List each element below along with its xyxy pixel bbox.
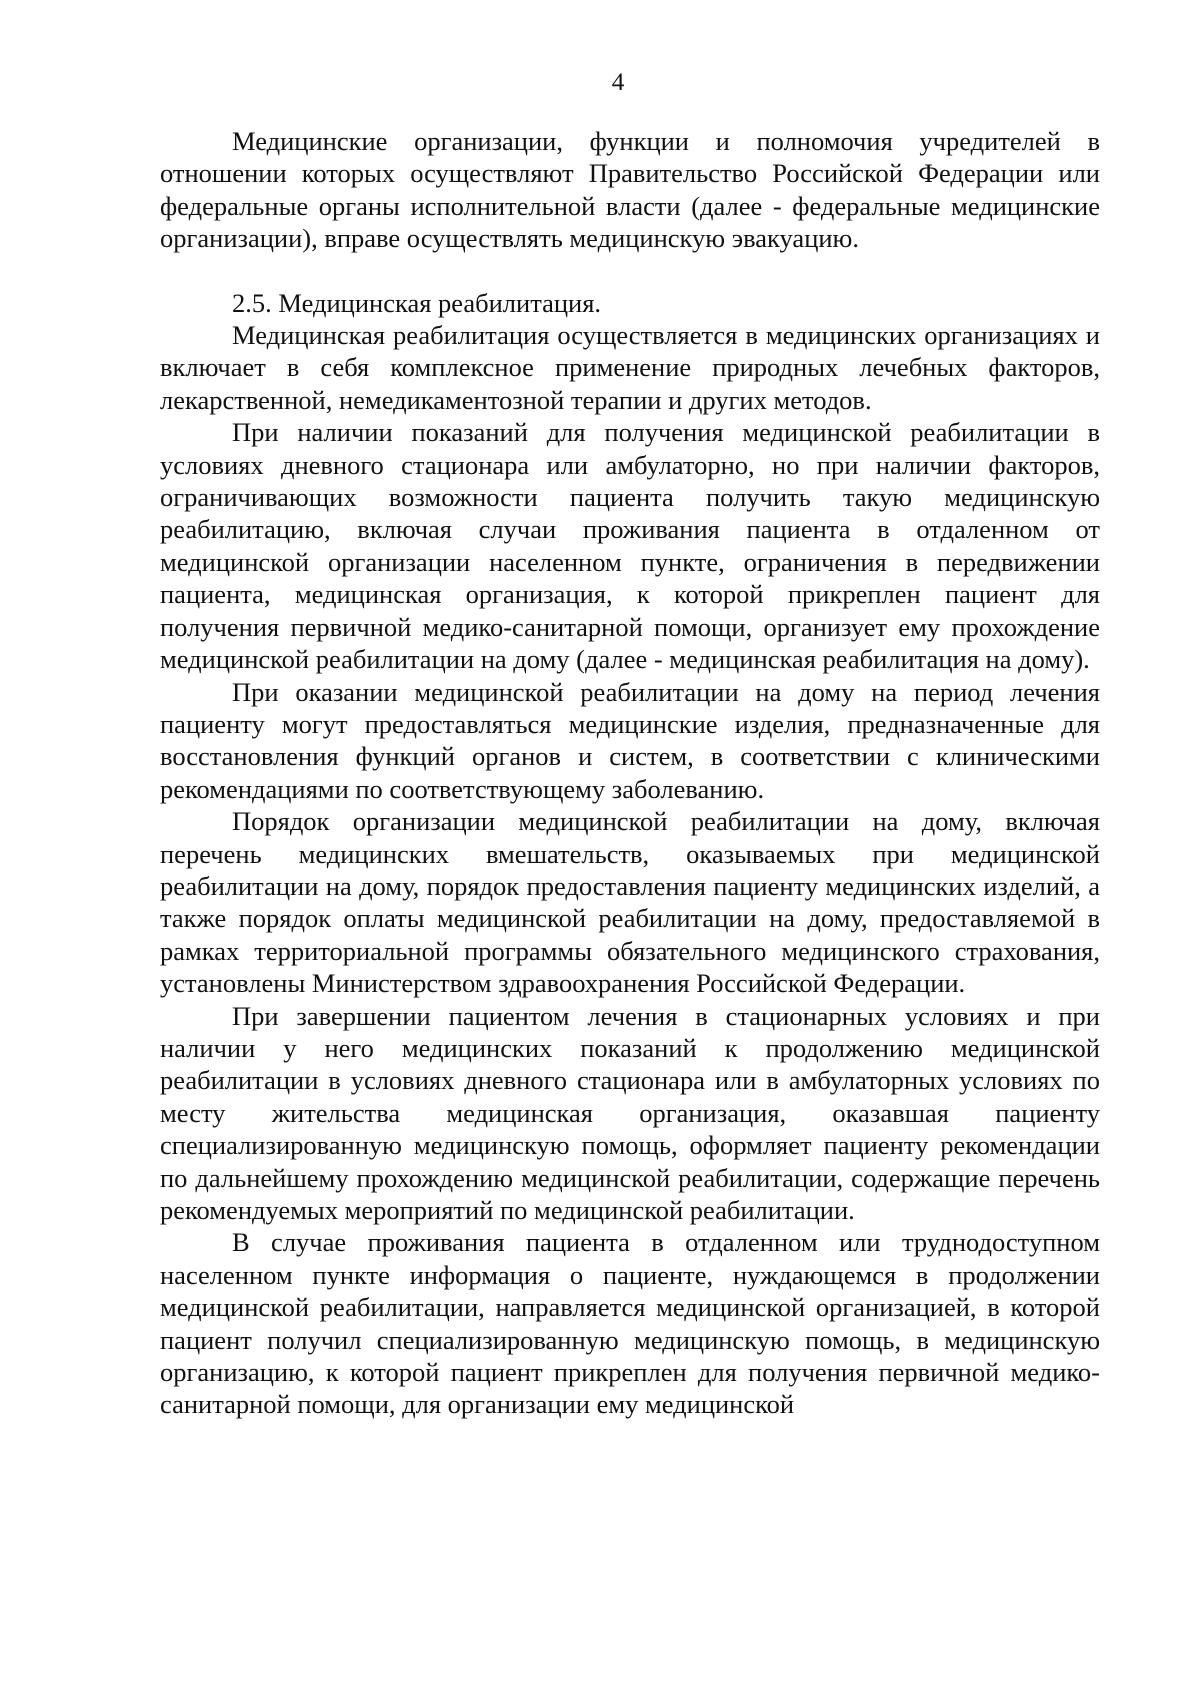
- section-heading-rehabilitation: 2.5. Медицинская реабилитация.: [232, 287, 602, 318]
- document-body: [160, 125, 1100, 1421]
- paragraph-medical-devices: При оказании медицинской реабилитации на дому на период лечения пациенту могут предоставляться медицинские изделия, предназначенные для восстановления функций органов и систем, в соответствии с клиническими рекомендациями по соответствующему заболеванию.: [160, 676, 1100, 804]
- paragraph-procedure: Порядок организации медицинской реабилитации на дому, включая перечень медицинских вмешательств, оказываемых при медицинской реабилитации на дому, порядок предоставления пациенту медицинских изделий, а также порядок оплаты медицинской реабилитации на дому, предоставляемой в рамках территориальной программы обязательного медицинского страхования, установлены Министерством здравоохранения Российской Федерации.: [160, 806, 1100, 999]
- paragraph-remote-settlement: В случае проживания пациента в отдаленном или труднодоступном населенном пункте информация о пациенте, нуждающемся в продолжении медицинской реабилитации, направляется медицинской организацией, в которой пациент получил специализированную медицинскую помощь, в медицинскую организацию, к которой пациент прикреплен для получения первичной медико-санитарной помощи, для организации ему медицинской: [160, 1227, 1100, 1420]
- paragraph-rehabilitation-definition: Медицинская реабилитация осуществляется в медицинских организациях и включает в себя комплексное применение природных лечебных факторов, лекарственной, немедикаментозной терапии и других методов.: [160, 320, 1100, 415]
- paragraph-discharge-recommendations: При завершении пациентом лечения в стационарных условиях и при наличии у него медицинских показаний к продолжению медицинской реабилитации в условиях дневного стационара или в амбулаторных условиях по месту жительства медицинская организация, оказавшая пациенту специализированную медицинскую помощь, оформляет пациенту рекомендации по дальнейшему прохождению медицинской реабилитации, содержащие перечень рекомендуемых мероприятий по медицинской реабилитации.: [160, 1000, 1100, 1225]
- paragraph-federal-organizations: Медицинские организации, функции и полномочия учредителей в отношении которых осуществляют Правительство Российской Федерации или федеральные органы исполнительной власти (далее - федеральные медицинские организации), вправе осуществлять медицинскую эвакуацию.: [160, 126, 1100, 254]
- paragraph-home-rehabilitation: При наличии показаний для получения медицинской реабилитации в условиях дневного стационара или амбулаторно, но при наличии факторов, ограничивающих возможности пациента получить такую медицинскую реабилитацию, включая случаи проживания пациента в отдаленном от медицинской организации населенном пункте, ограничения в передвижении пациента, медицинская организация, к которой прикреплен пациент для получения первичной медико-санитарной помощи, организует ему прохождение медицинской реабилитации на дому (далее - медицинская реабилитация на дому).: [160, 417, 1100, 675]
- page-number: 4: [611, 69, 625, 96]
